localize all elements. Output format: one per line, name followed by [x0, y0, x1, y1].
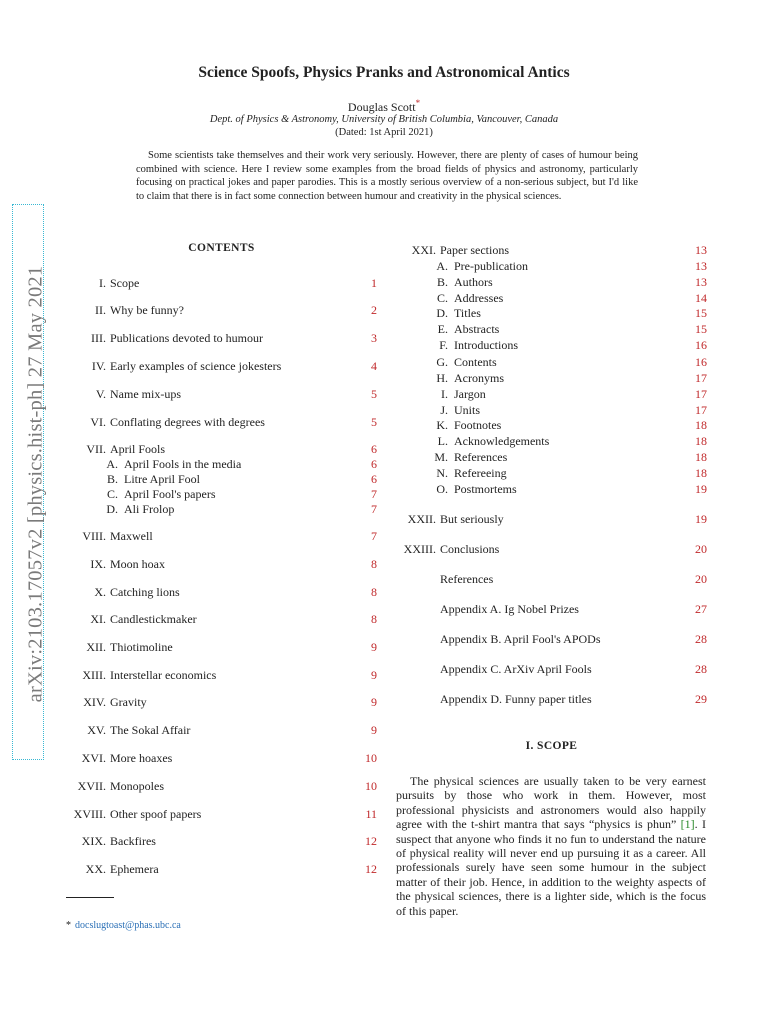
toc-section-entry[interactable] — [66, 807, 377, 822]
toc-entry-number: XII. — [86, 640, 106, 654]
toc-page-link[interactable]: 1 — [371, 276, 377, 290]
toc-page-link[interactable]: 10 — [365, 751, 377, 765]
author-name: Douglas Scott — [347, 100, 416, 114]
toc-page-link[interactable]: 28 — [695, 662, 707, 676]
toc-page-link[interactable]: 15 — [695, 322, 707, 336]
toc-subsection-entry[interactable] — [66, 487, 377, 502]
toc-subsection-entry[interactable] — [66, 472, 377, 487]
toc-entry-title: Monopoles — [110, 779, 164, 793]
arxiv-identifier: arXiv:2103.17057v2 [physics.hist-ph] 27 May 2021 — [24, 265, 47, 703]
toc-entry-number: N. — [436, 466, 448, 480]
toc-entry-title: Publications devoted to humour — [110, 331, 263, 345]
section-heading-scope: I. SCOPE — [525, 740, 578, 752]
toc-section-entry[interactable] — [66, 276, 377, 291]
toc-entry-number: XIX. — [81, 834, 106, 848]
toc-page-link[interactable]: 8 — [371, 557, 377, 571]
toc-entry-title: Refereeing — [454, 466, 507, 480]
toc-entry-number: XXIII. — [403, 542, 436, 556]
toc-entry-number: VII. — [86, 442, 106, 456]
toc-entry-number: III. — [91, 331, 106, 345]
toc-entry-number: XI. — [90, 612, 106, 626]
toc-appendix-entry[interactable] — [396, 572, 707, 587]
toc-page-link[interactable]: 13 — [695, 275, 707, 289]
toc-page-link[interactable]: 6 — [371, 472, 377, 486]
toc-section-entry[interactable] — [66, 359, 377, 374]
toc-page-link[interactable]: 4 — [371, 359, 377, 373]
toc-entry-title: References — [454, 450, 508, 464]
toc-entry-title: Scope — [110, 276, 140, 290]
toc-entry-title: Litre April Fool — [124, 472, 200, 486]
toc-entry-number: J. — [440, 403, 448, 417]
toc-page-link[interactable]: 9 — [371, 695, 377, 709]
toc-section-entry[interactable] — [396, 542, 707, 557]
toc-entry-number: H. — [436, 371, 448, 385]
toc-subsection-entry[interactable] — [396, 355, 707, 370]
toc-page-link[interactable]: 17 — [695, 387, 707, 401]
toc-page-link[interactable]: 5 — [371, 415, 377, 429]
toc-entry-number: IV. — [91, 359, 106, 373]
toc-page-link[interactable]: 17 — [695, 371, 707, 385]
toc-entry-title: Pre-publication — [454, 259, 528, 273]
toc-entry-title: Acronyms — [454, 371, 504, 385]
abstract: Some scientists take themselves and their work very seriously. However, there are plenty of cases of humour being combined with science. Here I review some examples from the broad fields of physics and astronomy, particularly focusing on practical jokes and paper parodies. This is a mostly serious overview of a non-serious subject, but I'd like to claim that there is in fact some connection between humour and creativity in the physical sciences. — [136, 150, 638, 202]
toc-page-link[interactable]: 7 — [371, 487, 377, 501]
toc-entry-number: I. — [441, 387, 448, 401]
toc-entry-title: Moon hoax — [110, 557, 165, 571]
toc-subsection-entry[interactable] — [396, 450, 707, 465]
email-link[interactable]: docslugtoast@phas.ubc.ca — [75, 920, 181, 931]
toc-subsection-entry[interactable] — [396, 434, 707, 449]
paper-title: Science Spoofs, Physics Pranks and Astronomical Antics — [198, 64, 570, 81]
toc-page-link[interactable]: 29 — [695, 692, 707, 706]
toc-page-link[interactable]: 18 — [695, 418, 707, 432]
toc-entry-title: Abstracts — [454, 322, 500, 336]
toc-entry-title: Authors — [454, 275, 493, 289]
toc-subsection-entry[interactable] — [396, 338, 707, 353]
toc-section-entry[interactable] — [66, 442, 377, 457]
toc-entry-title: Appendix C. ArXiv April Fools — [440, 662, 592, 676]
toc-section-entry[interactable] — [66, 640, 377, 655]
toc-entry-title: Why be funny? — [110, 303, 184, 317]
toc-section-entry[interactable] — [66, 779, 377, 794]
toc-entry-title: Conflating degrees with degrees — [110, 415, 265, 429]
toc-entry-title: Appendix A. Ig Nobel Prizes — [440, 602, 579, 616]
toc-subsection-entry[interactable] — [396, 259, 707, 274]
toc-entry-title: Appendix D. Funny paper titles — [440, 692, 592, 706]
toc-subsection-entry[interactable] — [396, 482, 707, 497]
toc-page-link[interactable]: 5 — [371, 387, 377, 401]
toc-page-link[interactable]: 16 — [695, 355, 707, 369]
toc-entry-title: Jargon — [454, 387, 486, 401]
toc-entry-number: E. — [437, 322, 448, 336]
toc-entry-title: Gravity — [110, 695, 147, 709]
toc-section-entry[interactable] — [66, 303, 377, 318]
toc-entry-number: IX. — [90, 557, 106, 571]
toc-entry-title: More hoaxes — [110, 751, 173, 765]
toc-entry-number: XVI. — [81, 751, 106, 765]
toc-page-link[interactable]: 28 — [695, 632, 707, 646]
toc-subsection-entry[interactable] — [396, 403, 707, 418]
toc-subsection-entry[interactable] — [396, 387, 707, 402]
footnote — [66, 920, 181, 931]
toc-page-link[interactable]: 3 — [371, 331, 377, 345]
toc-page-link[interactable]: 18 — [695, 450, 707, 464]
toc-section-entry[interactable] — [66, 331, 377, 346]
toc-entry-title: Candlestickmaker — [110, 612, 197, 626]
toc-entry-title: Ali Frolop — [124, 502, 175, 516]
toc-entry-number: VIII. — [82, 529, 106, 543]
toc-section-entry[interactable] — [66, 529, 377, 544]
toc-entry-number: B. — [436, 275, 448, 289]
toc-section-entry[interactable] — [66, 695, 377, 710]
toc-entry-title: Catching lions — [110, 585, 180, 599]
toc-section-entry[interactable] — [66, 751, 377, 766]
toc-entry-number: XIII. — [82, 668, 106, 682]
toc-entry-number: L. — [437, 434, 448, 448]
toc-entry-title: Early examples of science jokesters — [110, 359, 282, 373]
toc-entry-title: Units — [454, 403, 481, 417]
toc-entry-number: XIV. — [83, 695, 106, 709]
toc-page-link[interactable]: 19 — [695, 512, 707, 526]
toc-page-link[interactable]: 8 — [371, 612, 377, 626]
toc-section-entry[interactable] — [66, 557, 377, 572]
toc-page-link[interactable]: 2 — [371, 303, 377, 317]
toc-page-link[interactable]: 9 — [371, 723, 377, 737]
toc-subsection-entry[interactable] — [66, 457, 377, 472]
toc-page-link[interactable]: 12 — [365, 834, 377, 848]
toc-entry-number: XXII. — [407, 512, 436, 526]
toc-section-entry[interactable] — [66, 723, 377, 738]
body-text: The physical sciences are usually taken to be very earnest pursuits by those who work in them. However, most professional physicists and astronomers would also happily agree with the t-shirt mantra that says “physics is phun” — [396, 774, 706, 832]
toc-entry-title: Footnotes — [454, 418, 502, 432]
toc-page-link[interactable]: 14 — [695, 291, 707, 305]
toc-subsection-entry[interactable] — [396, 291, 707, 306]
toc-entry-title: References — [440, 572, 494, 586]
toc-page-link[interactable]: 9 — [371, 640, 377, 654]
toc-page-link[interactable]: 13 — [695, 243, 707, 257]
toc-page-link[interactable]: 20 — [695, 572, 707, 586]
affiliation: Dept. of Physics & Astronomy, University of British Columbia, Vancouver, Canada — [209, 114, 559, 125]
toc-section-entry[interactable] — [66, 387, 377, 402]
toc-entry-title: Titles — [454, 306, 481, 320]
toc-page-link[interactable]: 18 — [695, 466, 707, 480]
toc-entry-title: Other spoof papers — [110, 807, 202, 821]
toc-entry-number: C. — [436, 291, 448, 305]
citation-link[interactable]: [1] — [680, 817, 695, 832]
toc-page-link[interactable]: 11 — [365, 807, 377, 821]
footnote-mark: * — [66, 920, 71, 931]
toc-entry-title: Paper sections — [440, 243, 509, 257]
toc-left-column — [66, 0, 377, 1024]
toc-page-link[interactable]: 17 — [695, 403, 707, 417]
toc-entry-title: Postmortems — [454, 482, 517, 496]
toc-entry-number: XX. — [85, 862, 106, 876]
toc-page-link[interactable]: 8 — [371, 585, 377, 599]
toc-entry-title: Addresses — [454, 291, 504, 305]
toc-subsection-entry[interactable] — [396, 418, 707, 433]
toc-page-link[interactable]: 27 — [695, 602, 707, 616]
section-body-scope — [396, 774, 706, 918]
toc-page-link[interactable]: 20 — [695, 542, 707, 556]
toc-entry-title: Acknowledgements — [454, 434, 550, 448]
toc-entry-title: Contents — [454, 355, 497, 369]
toc-entry-title: Ephemera — [110, 862, 159, 876]
toc-entry-number: X. — [94, 585, 106, 599]
toc-entry-number: XVII. — [77, 779, 106, 793]
toc-page-link[interactable]: 6 — [371, 457, 377, 471]
toc-appendix-entry[interactable] — [396, 692, 707, 707]
toc-entry-number: D. — [436, 306, 448, 320]
toc-section-entry[interactable] — [66, 668, 377, 683]
toc-entry-title: Appendix B. April Fool's APODs — [440, 632, 601, 646]
toc-entry-number: D. — [106, 502, 118, 516]
toc-entry-title: Conclusions — [440, 542, 500, 556]
body-text: . I suspect that anyone who finds it no fun to understand the nature of physical reality will never end up pursuing it as a career. All professionals surely have seen some humour in the subject matter of their job. Hence, in addition to the weighty aspects of the physical sciences, there is a lighter side, which is the focus of this paper. — [396, 817, 707, 918]
toc-section-entry[interactable] — [66, 585, 377, 600]
toc-entry-title: Backfires — [110, 834, 156, 848]
toc-entry-title: Name mix-ups — [110, 387, 181, 401]
toc-page-link[interactable]: 16 — [695, 338, 707, 352]
toc-entry-number: K. — [436, 418, 448, 432]
toc-entry-number: B. — [106, 472, 118, 486]
toc-entry-title: The Sokal Affair — [110, 723, 191, 737]
toc-page-link[interactable]: 7 — [371, 502, 377, 516]
toc-entry-number: XV. — [87, 723, 106, 737]
author-footnote-mark[interactable]: * — [415, 98, 421, 108]
toc-entry-number: A. — [106, 457, 118, 471]
contents-heading: CONTENTS — [188, 242, 255, 254]
toc-entry-number: VI. — [90, 415, 106, 429]
toc-appendix-entry[interactable] — [396, 662, 707, 677]
toc-page-link[interactable]: 12 — [365, 862, 377, 876]
toc-entry-number: I. — [99, 276, 106, 290]
toc-entry-title: April Fools — [110, 442, 166, 456]
toc-section-entry[interactable] — [66, 415, 377, 430]
toc-entry-number: O. — [436, 482, 448, 496]
toc-entry-number: G. — [436, 355, 448, 369]
toc-subsection-entry[interactable] — [396, 275, 707, 290]
toc-section-entry[interactable] — [396, 512, 707, 527]
toc-entry-number: II. — [95, 303, 106, 317]
footnote-rule — [66, 897, 114, 898]
toc-subsection-entry[interactable] — [396, 306, 707, 321]
toc-entry-title: Maxwell — [110, 529, 153, 543]
toc-section-entry[interactable] — [66, 612, 377, 627]
toc-subsection-entry[interactable] — [66, 502, 377, 517]
toc-page-link[interactable]: 6 — [371, 442, 377, 456]
toc-section-entry[interactable] — [66, 834, 377, 849]
toc-page-link[interactable]: 15 — [695, 306, 707, 320]
date-line: (Dated: 1st April 2021) — [335, 127, 433, 138]
toc-page-link[interactable]: 19 — [695, 482, 707, 496]
toc-section-entry[interactable] — [396, 243, 707, 258]
toc-subsection-entry[interactable] — [396, 322, 707, 337]
toc-section-entry[interactable] — [66, 862, 377, 877]
toc-entry-title: Interstellar economics — [110, 668, 217, 682]
toc-entry-number: M. — [434, 450, 448, 464]
toc-entry-title: April Fool's papers — [124, 487, 216, 501]
toc-entry-title: Introductions — [454, 338, 518, 352]
toc-entry-number: C. — [106, 487, 118, 501]
toc-entry-number: F. — [439, 338, 448, 352]
toc-page-link[interactable]: 13 — [695, 259, 707, 273]
toc-page-link[interactable]: 9 — [371, 668, 377, 682]
toc-subsection-entry[interactable] — [396, 466, 707, 481]
toc-entry-title: April Fools in the media — [124, 457, 242, 471]
toc-entry-number: V. — [95, 387, 106, 401]
toc-appendix-entry[interactable] — [396, 632, 707, 647]
toc-entry-title: Thiotimoline — [110, 640, 173, 654]
toc-page-link[interactable]: 10 — [365, 779, 377, 793]
toc-page-link[interactable]: 7 — [371, 529, 377, 543]
toc-page-link[interactable]: 18 — [695, 434, 707, 448]
toc-appendix-entry[interactable] — [396, 602, 707, 617]
toc-entry-number: XVIII. — [73, 807, 106, 821]
toc-entry-title: But seriously — [440, 512, 504, 526]
toc-subsection-entry[interactable] — [396, 371, 707, 386]
toc-entry-number: XXI. — [411, 243, 436, 257]
toc-entry-number: A. — [436, 259, 448, 273]
